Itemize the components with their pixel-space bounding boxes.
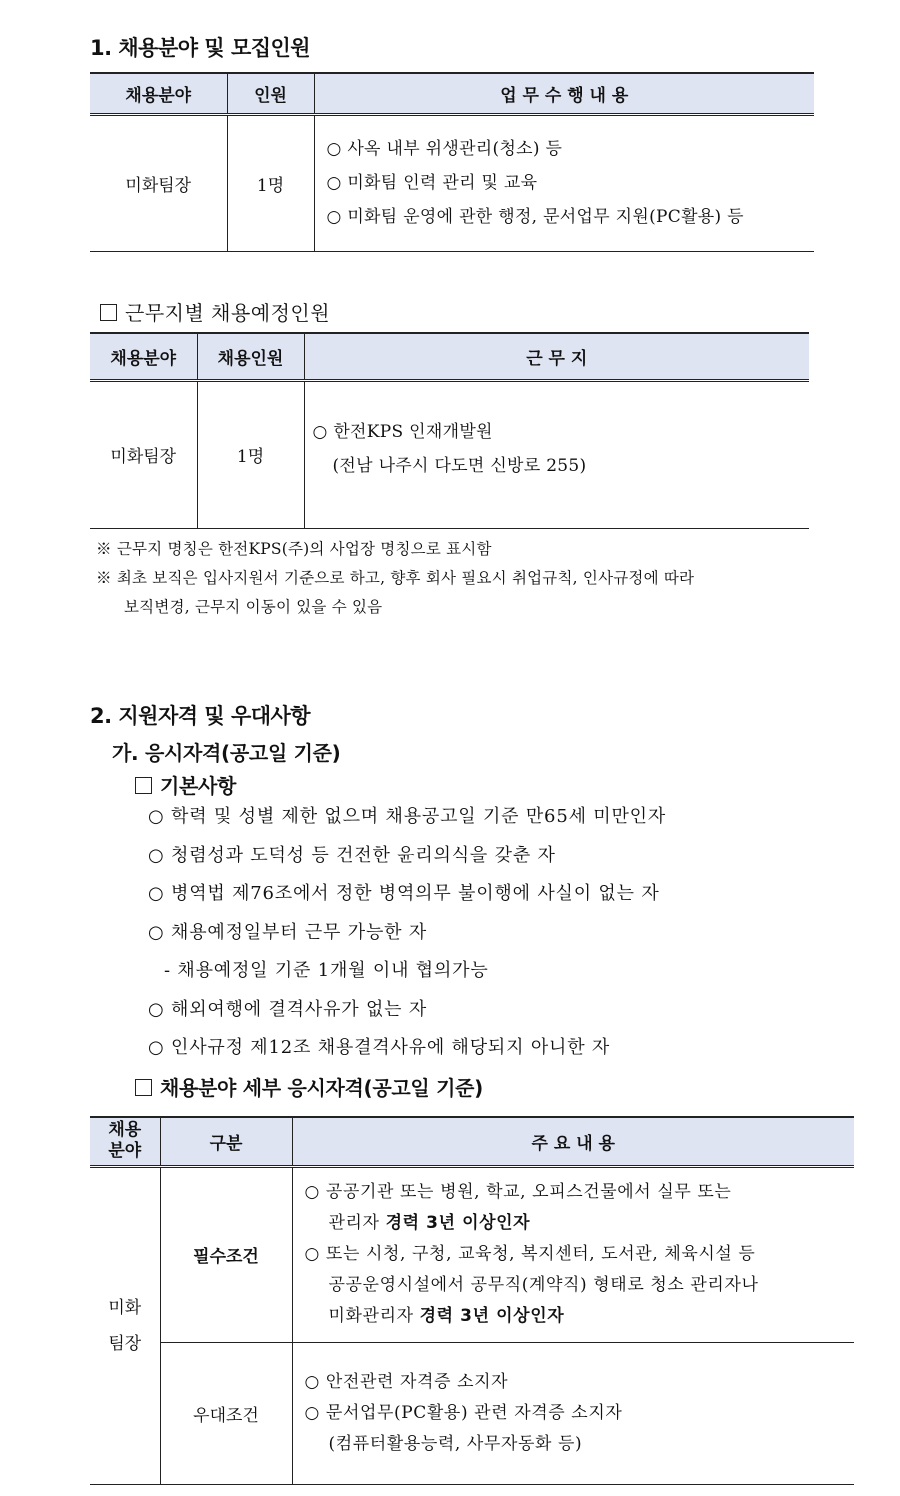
- required-content: [292, 1166, 854, 1342]
- note-item: ※ 최초 보직은 입사지원서 기준으로 하고, 향후 회사 필요시 취업규칙, 인사규정에 따라: [96, 569, 695, 587]
- workplace-table: [90, 332, 809, 529]
- detail-title: 채용분야 세부 응시자격(공고일 기준): [135, 1072, 483, 1101]
- header-field: 채용 분야: [90, 1117, 160, 1166]
- count-cell: 1명: [227, 114, 314, 251]
- required-item-cont: 관리자 경력 3년 이상인자: [328, 1213, 531, 1233]
- duties-cell: [314, 114, 814, 251]
- field-cell: 미화팀장: [110, 447, 177, 467]
- header-duties: 업 무 수 행 내 용: [314, 73, 814, 114]
- section2-heading: 2. 지원자격 및 우대사항: [90, 704, 311, 728]
- checkbox-icon: [135, 1079, 152, 1096]
- requirement-item: ○ 채용예정일부터 근무 가능한 자: [148, 921, 428, 943]
- duty-item: ○ 미화팀 인력 관리 및 교육: [326, 173, 538, 193]
- place-cell: [304, 380, 809, 528]
- requirement-item: ○ 해외여행에 결격사유가 없는 자: [148, 998, 428, 1020]
- note-item: 보직변경, 근무지 이동이 있을 수 있음: [124, 598, 383, 616]
- section1-heading: 1. 채용분야 및 모집인원: [90, 36, 311, 60]
- requirement-item: ○ 인사규정 제12조 채용결격사유에 해당되지 아니한 자: [148, 1037, 611, 1058]
- note-item: ※ 근무지 명칭은 한전KPS(주)의 사업장 명칭으로 표시함: [96, 540, 492, 558]
- requirement-subitem: - 채용예정일 기준 1개월 이내 협의가능: [164, 960, 489, 981]
- section2-subheading: 가. 응시자격(공고일 기준): [112, 741, 341, 765]
- required-item-cont: 공공운영시설에서 공무직(계약직) 형태로 청소 관리자나: [328, 1275, 759, 1295]
- required-label: 필수조건: [160, 1166, 292, 1342]
- duty-item: ○ 미화팀 운영에 관한 행정, 문서업무 지원(PC활용) 등: [326, 207, 744, 227]
- workplace-heading: 근무지별 채용예정인원: [100, 297, 330, 326]
- requirement-item: ○ 학력 및 성별 제한 없으며 채용공고일 기준 만65세 미만인자: [148, 806, 667, 827]
- required-item-cont: 미화관리자 경력 3년 이상인자: [328, 1306, 565, 1326]
- field-cell: 미화 팀장: [90, 1166, 160, 1484]
- checkbox-icon: [100, 304, 117, 321]
- preferred-label: 우대조건: [160, 1342, 292, 1484]
- requirement-item: ○ 청렴성과 도덕성 등 건전한 윤리의식을 갖춘 자: [148, 844, 556, 866]
- preferred-content: [292, 1342, 854, 1484]
- place-line: ○ 한전KPS 인재개발원: [312, 421, 493, 442]
- detail-requirements-table: [90, 1116, 854, 1485]
- header-hires: 채용인원: [197, 333, 304, 380]
- requirement-item: ○ 병역법 제76조에서 정한 병역의무 불이행에 사실이 없는 자: [148, 883, 660, 904]
- required-item: ○ 공공기관 또는 병원, 학교, 오피스건물에서 실무 또는: [304, 1182, 732, 1202]
- required-item: ○ 또는 시청, 구청, 교육청, 복지센터, 도서관, 체육시설 등: [304, 1244, 756, 1264]
- header-category: 구분: [160, 1117, 292, 1166]
- checkbox-icon: [135, 777, 152, 794]
- preferred-item: ○ 문서업무(PC활용) 관련 자격증 소지자: [304, 1402, 623, 1423]
- place-address: (전남 나주시 다도면 신방로 255): [332, 455, 587, 476]
- workplace-notes: [96, 535, 816, 622]
- header-content: 주 요 내 용: [292, 1117, 854, 1166]
- experience-highlight: 경력 3년 이상인자: [419, 1306, 565, 1326]
- header-field: 채용분야: [90, 333, 197, 380]
- experience-highlight: 경력 3년 이상인자: [385, 1213, 531, 1233]
- duty-item: ○ 사옥 내부 위생관리(청소) 등: [326, 139, 563, 159]
- header-field: 채용분야: [90, 73, 227, 114]
- count-cell: 1명: [197, 380, 304, 528]
- basic-title: 기본사항: [135, 770, 236, 799]
- field-cell: 미화팀장: [125, 175, 192, 196]
- preferred-item-cont: (컴퓨터활용능력, 사무자동화 등): [328, 1433, 583, 1454]
- header-count: 인원: [227, 73, 314, 114]
- preferred-item: ○ 안전관련 자격증 소지자: [304, 1371, 509, 1392]
- header-place: 근 무 지: [304, 333, 809, 380]
- basic-requirements: [148, 798, 666, 1068]
- recruitment-table: [90, 72, 814, 252]
